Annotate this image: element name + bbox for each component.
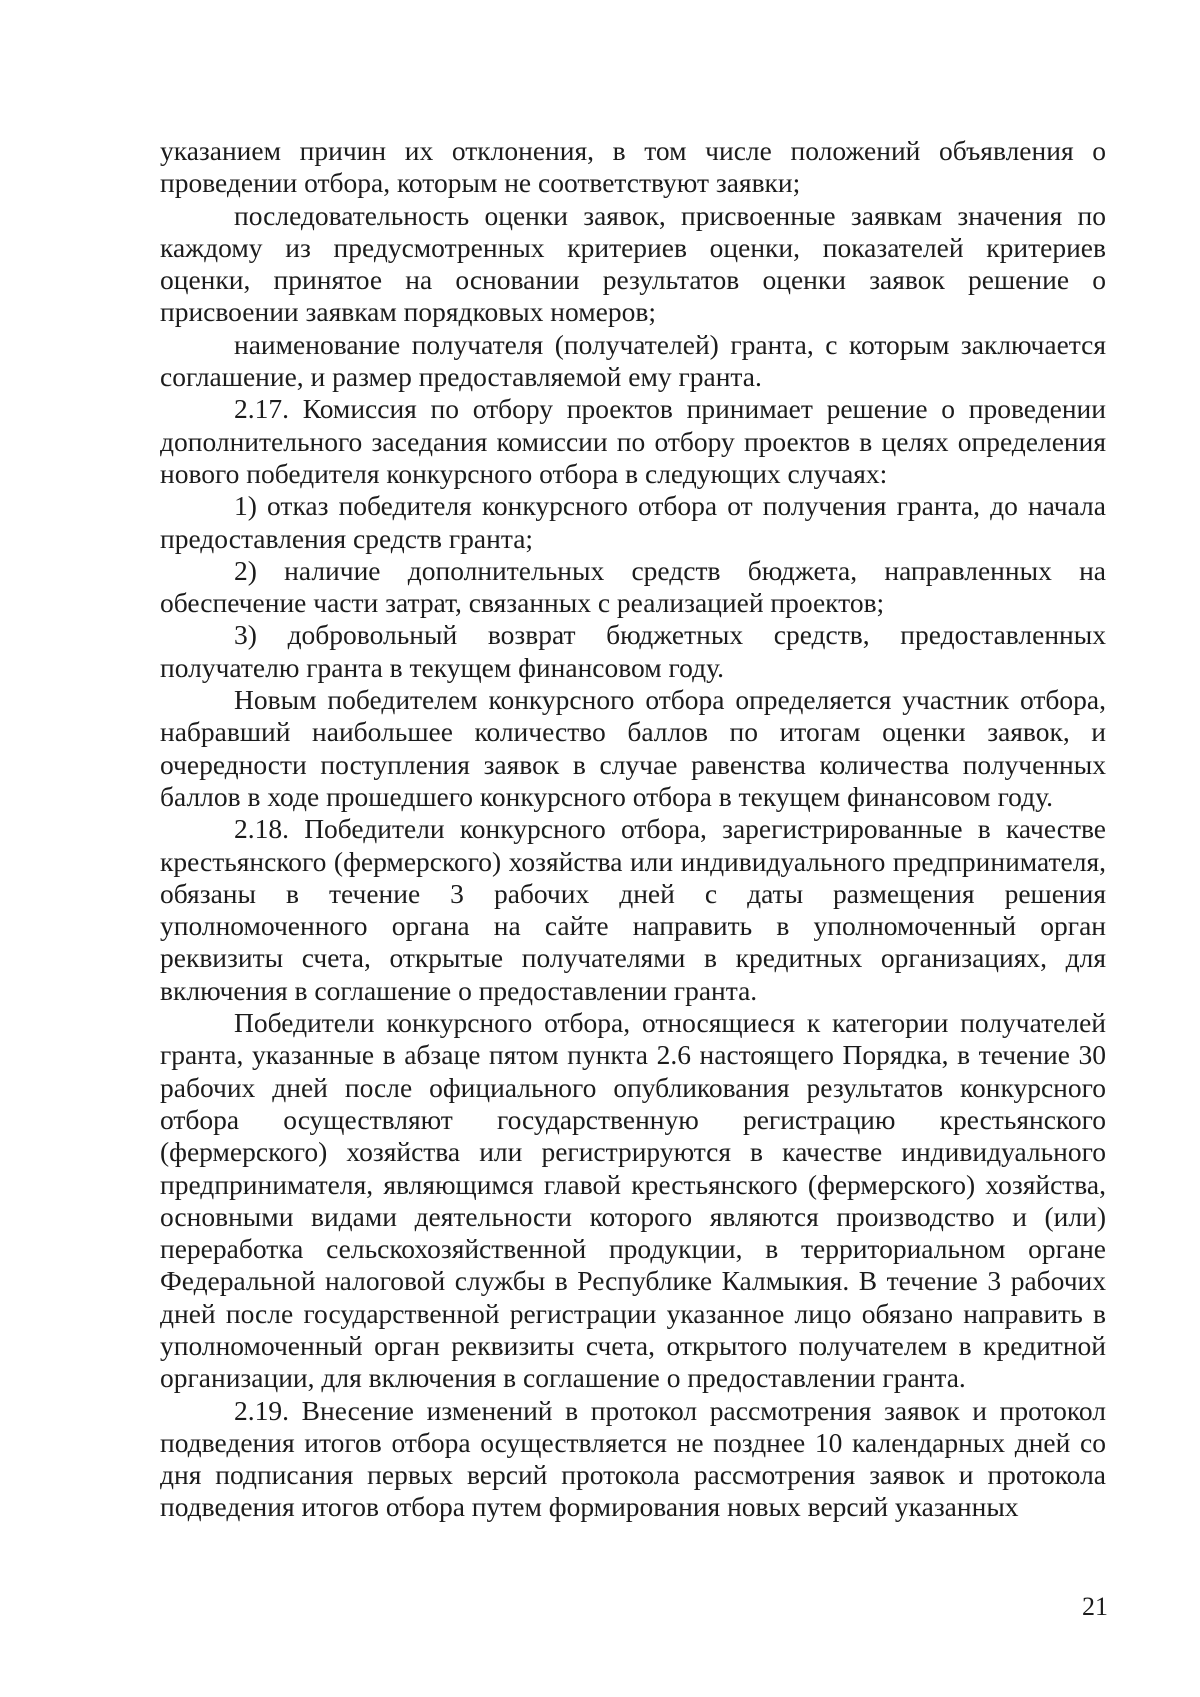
paragraph-evaluation-sequence: последовательность оценки заявок, присвоенные заявкам значения по каждому из предусмотренных критериев оценки, показателей критериев оценки, принятое на основании результатов оценки заявок решение о присвоении заявкам порядковых номеров; bbox=[160, 199, 1106, 328]
paragraph-continuation: указанием причин их отклонения, в том числе положений объявления о проведении отбора, которым не соответствуют заявки; bbox=[160, 135, 1106, 199]
paragraph-new-winner: Новым победителем конкурсного отбора определяется участник отбора, набравший наибольшее количество баллов по итогам оценки заявок, и очередности поступления заявок в случае равенства количества полученных баллов в ходе прошедшего конкурсного отбора в текущем финансовом году. bbox=[160, 684, 1106, 812]
page-number: 21 bbox=[1082, 1592, 1108, 1621]
list-item-3: 3) добровольный возврат бюджетных средств, предоставленных получателю гранта в текущем финансовом году. bbox=[160, 619, 1106, 683]
paragraph-2-17: 2.17. Комиссия по отбору проектов принимает решение о проведении дополнительного заседания комиссии по отбору проектов в целях определения нового победителя конкурсного отбора в следующих случаях: bbox=[160, 393, 1106, 489]
paragraph-recipient-name: наименование получателя (получателей) гранта, с которым заключается соглашение, и размер предоставляемой ему гранта. bbox=[160, 328, 1106, 393]
list-item-2: 2) наличие дополнительных средств бюджета, направленных на обеспечение части затрат, связанных с реализацией проектов; bbox=[160, 554, 1106, 619]
paragraph-winners-registration: Победители конкурсного отбора, относящиеся к категории получателей гранта, указанные в абзаце пятом пункта 2.6 настоящего Порядка, в течение 30 рабочих дней после официального опубликования результатов конкурсного отбора осуществляют государственную регистрацию крестьянского (фермерского) хозяйства или регистрируются в качестве индивидуального предпринимателя, являющимся главой крестьянского (фермерского) хозяйства, основными видами деятельности которого являются производство и (или) переработка сельскохозяйственной продукции, в территориальном органе Федеральной налоговой службы в Республике Калмыкия. В течение 3 рабочих дней после государственной регистрации указанное лицо обязано направить в уполномоченный орган реквизиты счета, открытого получателем в кредитной организации, для включения в соглашение о предоставлении гранта. bbox=[160, 1007, 1106, 1394]
list-item-1: 1) отказ победителя конкурсного отбора от получения гранта, до начала предоставления средств гранта; bbox=[160, 490, 1106, 554]
paragraph-2-18: 2.18. Победители конкурсного отбора, зарегистрированные в качестве крестьянского (фермерского) хозяйства или индивидуального предпринимателя, обязаны в течение 3 рабочих дней с даты размещения решения уполномоченного органа на сайте направить в уполномоченный орган реквизиты счета, открытые получателями в кредитных организациях, для включения в соглашение о предоставлении гранта. bbox=[160, 813, 1106, 1006]
document-body bbox=[160, 135, 1106, 1524]
paragraph-2-19: 2.19. Внесение изменений в протокол рассмотрения заявок и протокол подведения итогов отбора осуществляется не позднее 10 календарных дней со дня подписания первых версий протокола рассмотрения заявок и протокола подведения итогов отбора путем формирования новых версий указанных bbox=[160, 1394, 1106, 1523]
